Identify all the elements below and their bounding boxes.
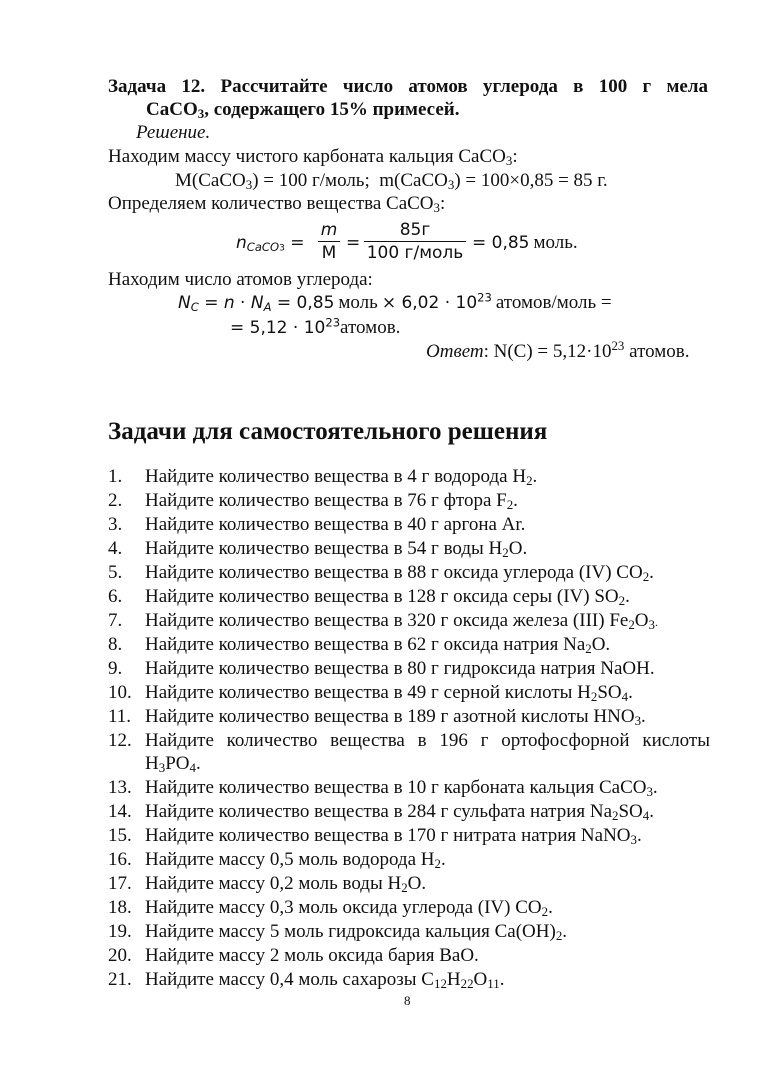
solution-label: Решение. xyxy=(136,122,211,143)
equals-sign: = xyxy=(346,233,361,253)
formula-n-symbol: $n_{CaCO3}$ = xyxy=(236,233,305,254)
page-number: 8 xyxy=(404,993,411,1008)
atoms-formula-line2: = $5,12 \cdot 10^{23}атомов$. xyxy=(230,315,401,338)
task-heading-line1: Задача 12. Рассчитайте число атомов углерода в 100 г мела xyxy=(108,76,709,97)
molar-mass-line: М(СаСО$_3$) = 100 г/моль; m(СаСО$_3$) = 100×0,85 = 85 г. xyxy=(175,170,608,193)
section-title: Задачи для самостоятельного решения xyxy=(108,418,548,445)
task-heading-line2: СаСО$_3$, содержащего 15% примесей. xyxy=(146,99,460,122)
document-page: Задача 12. Рассчитайте число атомов углерода в 100 г мела СаСО$_3$, содержащего 15% примесей. Решение. Находим массу чистого карбоната кальция СаСО$_3$: М(СаСО$_3$) = 100 г/моль; m(СаСО$_3$) = 100×0,85 = 85 г. Определяем количество вещества СаСО$_3$: $n_{CaCO3}$ = m М = 85г 100 г/моль = 0,85 моль. Находим число атомов углерода: $N_C = n \cdot N_A = 0,85$ моль × $6,02 \cdot 10^{23}$ атомов/моль = = $5,12 \cdot 10^{23}атомов$. Ответ: $N(C) = 5,12\cdot 10^{23}$ атомов. Задачи для самостоятельного решения 1. Найдите количество вещества в 4 г водорода $H_2$. 2. Найдите количество вещества в 76 г фтора $F_2$. 3. Найдите количество вещества в 40 г аргона Ar. 4. Найдите количество вещества в 54 г воды $H_2O$. 5. Найдите количество вещества в 88 г оксида углерода (IV) $CO_2$. 6. Найдите количество вещества в 128 г оксида серы (IV) $SO_2$. 7. Найдите количество вещества в 320 г оксида железа (III) $Fe_2O_3$. 8. Найдите количество вещества в 62 г оксида натрия $Na_2O$. 9. Найдите количество вещества в 80 г гидроксида натрия NaOH. 10. Найдите количество вещества в 49 г серной кислоты $H_2SO_4$. 11. Найдите количество вещества в 189 г азотной кислоты $HNO_3$. 12. Найдите количество вещества в 196 г ортофосфорной кислоты $H_3PO_4$. 13. Найдите количество вещества в 10 г карбоната кальция CaCO$_3$. 14. Найдите количество вещества в 284 г сульфата натрия $Na_2SO_4$. 15. Найдите количество вещества в 170 г нитрата натрия NaNO$_3$. 16. Найдите массу 0,5 моль водорода $H_2$. 17. Найдите массу 0,2 моль воды $H_2O$. 18. Найдите массу 0,3 моль оксида углерода (IV) $CO_2$. 19. Найдите массу 5 моль гидроксида кальция $Ca(OH)_2$. 20. Найдите массу 2 моль оксида бария BaO. 21. Найдите массу 0,4 моль сахарозы $C_{12}H_{22}O_{11}$. 8 xyxy=(108,76,710,1008)
answer-line: Ответ: $N(C) = 5,12\cdot 10^{23}$ атомов. xyxy=(426,337,690,362)
solution-step3: Находим число атомов углерода: xyxy=(108,269,373,290)
atoms-formula-line1: $N_C = n \cdot N_A = 0,85$ моль × $6,02 \cdot 10^{23}$ атомов/моль = xyxy=(178,290,612,314)
solution-step1: Находим массу чистого карбоната кальция СаСО$_3$: xyxy=(108,146,518,169)
fraction-m-over-M: m М xyxy=(318,220,340,263)
fraction-85-over-100: 85г 100 г/моль xyxy=(364,220,466,263)
n-result: = 0,85 моль. xyxy=(472,232,578,253)
solution-step2: Определяем количество вещества СаСО$_3$: xyxy=(108,193,446,216)
